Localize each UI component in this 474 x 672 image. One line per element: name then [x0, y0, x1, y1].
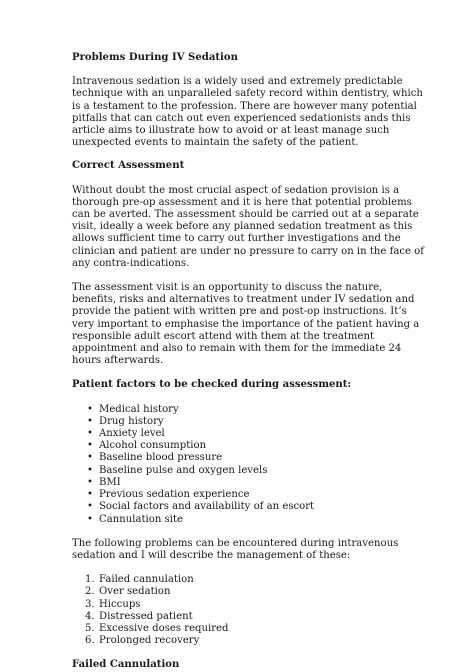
- correct-assessment-paragraph-1: Without doubt the most crucial aspect of sedation provision is a thorough pre-op assessment and it is here that potential problems can be averted. The assessment should be carried out at a separate visit, ideally a week before any planned sedation treatment as this allows sufficient time to carry out further investigations and the clinician and patient are under no pressure to carry on in the face of any contra-indications.: [72, 184, 424, 269]
- list-item: [72, 611, 426, 623]
- patient-factors-heading: Patient factors to be checked during assessment:: [72, 379, 352, 391]
- list-item-label: Failed cannulation: [99, 574, 194, 586]
- list-item: [72, 416, 426, 428]
- list-item: [72, 452, 426, 464]
- list-number: 5.: [85, 622, 95, 634]
- list-item: [72, 635, 426, 647]
- list-item: [72, 465, 426, 477]
- problems-list: [72, 574, 426, 647]
- correct-assessment-paragraph-2: The assessment visit is an opportunity to discuss the nature, benefits, risks and alternatives to treatment under IV sedation and provide the patient with written pre and post-op instructions. It’s very important to emphasise the importance of the patient having a responsible adult escort attend with them at the treatment appointment and also to remain with them for the immediate 24 hours afterwards.: [72, 282, 420, 367]
- list-item: [72, 404, 426, 416]
- intro-paragraph: Intravenous sedation is a widely used and extremely predictable technique with an unparalleled safety record within dentistry, which is a testament to the profession. There are however many potential pitfalls that can catch out even experienced sedationists ands this article aims to illustrate how to avoid or at least manage such unexpected events to maintain the safety of the patient.: [72, 76, 423, 149]
- list-item-label: Social factors and availability of an escort: [99, 501, 315, 513]
- list-item: [72, 574, 426, 586]
- list-item-label: Cannulation site: [99, 513, 183, 525]
- list-item-label: Over sedation: [99, 586, 171, 598]
- correct-assessment-heading: Correct Assessment: [72, 160, 185, 172]
- list-item: [72, 477, 426, 489]
- list-number: 4.: [85, 610, 95, 622]
- list-item-label: Medical history: [99, 403, 179, 415]
- patient-factors-list: [72, 404, 426, 526]
- problems-intro-paragraph: The following problems can be encountered during intravenous sedation and I will describe the management of these:: [72, 537, 399, 561]
- failed-cannulation-heading: Failed Cannulation: [72, 659, 180, 671]
- bullet-icon: •: [87, 403, 93, 415]
- list-item-label: Hiccups: [99, 598, 141, 610]
- bullet-icon: •: [87, 464, 93, 476]
- bullet-icon: •: [87, 440, 93, 452]
- document-title: Problems During IV Sedation: [72, 52, 238, 63]
- list-item: [72, 586, 426, 598]
- list-item-label: Distressed patient: [99, 610, 193, 622]
- list-number: 2.: [85, 586, 95, 598]
- bullet-icon: •: [87, 476, 93, 488]
- list-item: [72, 489, 426, 501]
- list-item: [72, 501, 426, 513]
- bullet-icon: •: [87, 452, 93, 464]
- list-item-label: Previous sedation experience: [99, 489, 250, 501]
- list-item-label: Drug history: [99, 415, 164, 427]
- list-number: 6.: [85, 635, 95, 647]
- bullet-icon: •: [87, 428, 93, 440]
- list-item-label: Baseline blood pressure: [99, 452, 223, 464]
- bullet-icon: •: [87, 513, 93, 525]
- list-item: [72, 428, 426, 440]
- list-item: [72, 623, 426, 635]
- list-item: [72, 599, 426, 611]
- list-item-label: Alcohol consumption: [99, 440, 207, 452]
- list-item-label: Prolonged recovery: [99, 635, 200, 647]
- list-item-label: Excessive doses required: [99, 622, 229, 634]
- list-item-label: Anxiety level: [99, 428, 165, 440]
- list-number: 3.: [85, 598, 95, 610]
- list-item: [72, 514, 426, 526]
- list-number: 1.: [85, 574, 95, 586]
- list-item: [72, 440, 426, 452]
- bullet-icon: •: [87, 501, 93, 513]
- bullet-icon: •: [87, 415, 93, 427]
- list-item-label: BMI: [99, 476, 121, 488]
- list-item-label: Baseline pulse and oxygen levels: [99, 464, 268, 476]
- bullet-icon: •: [87, 489, 93, 501]
